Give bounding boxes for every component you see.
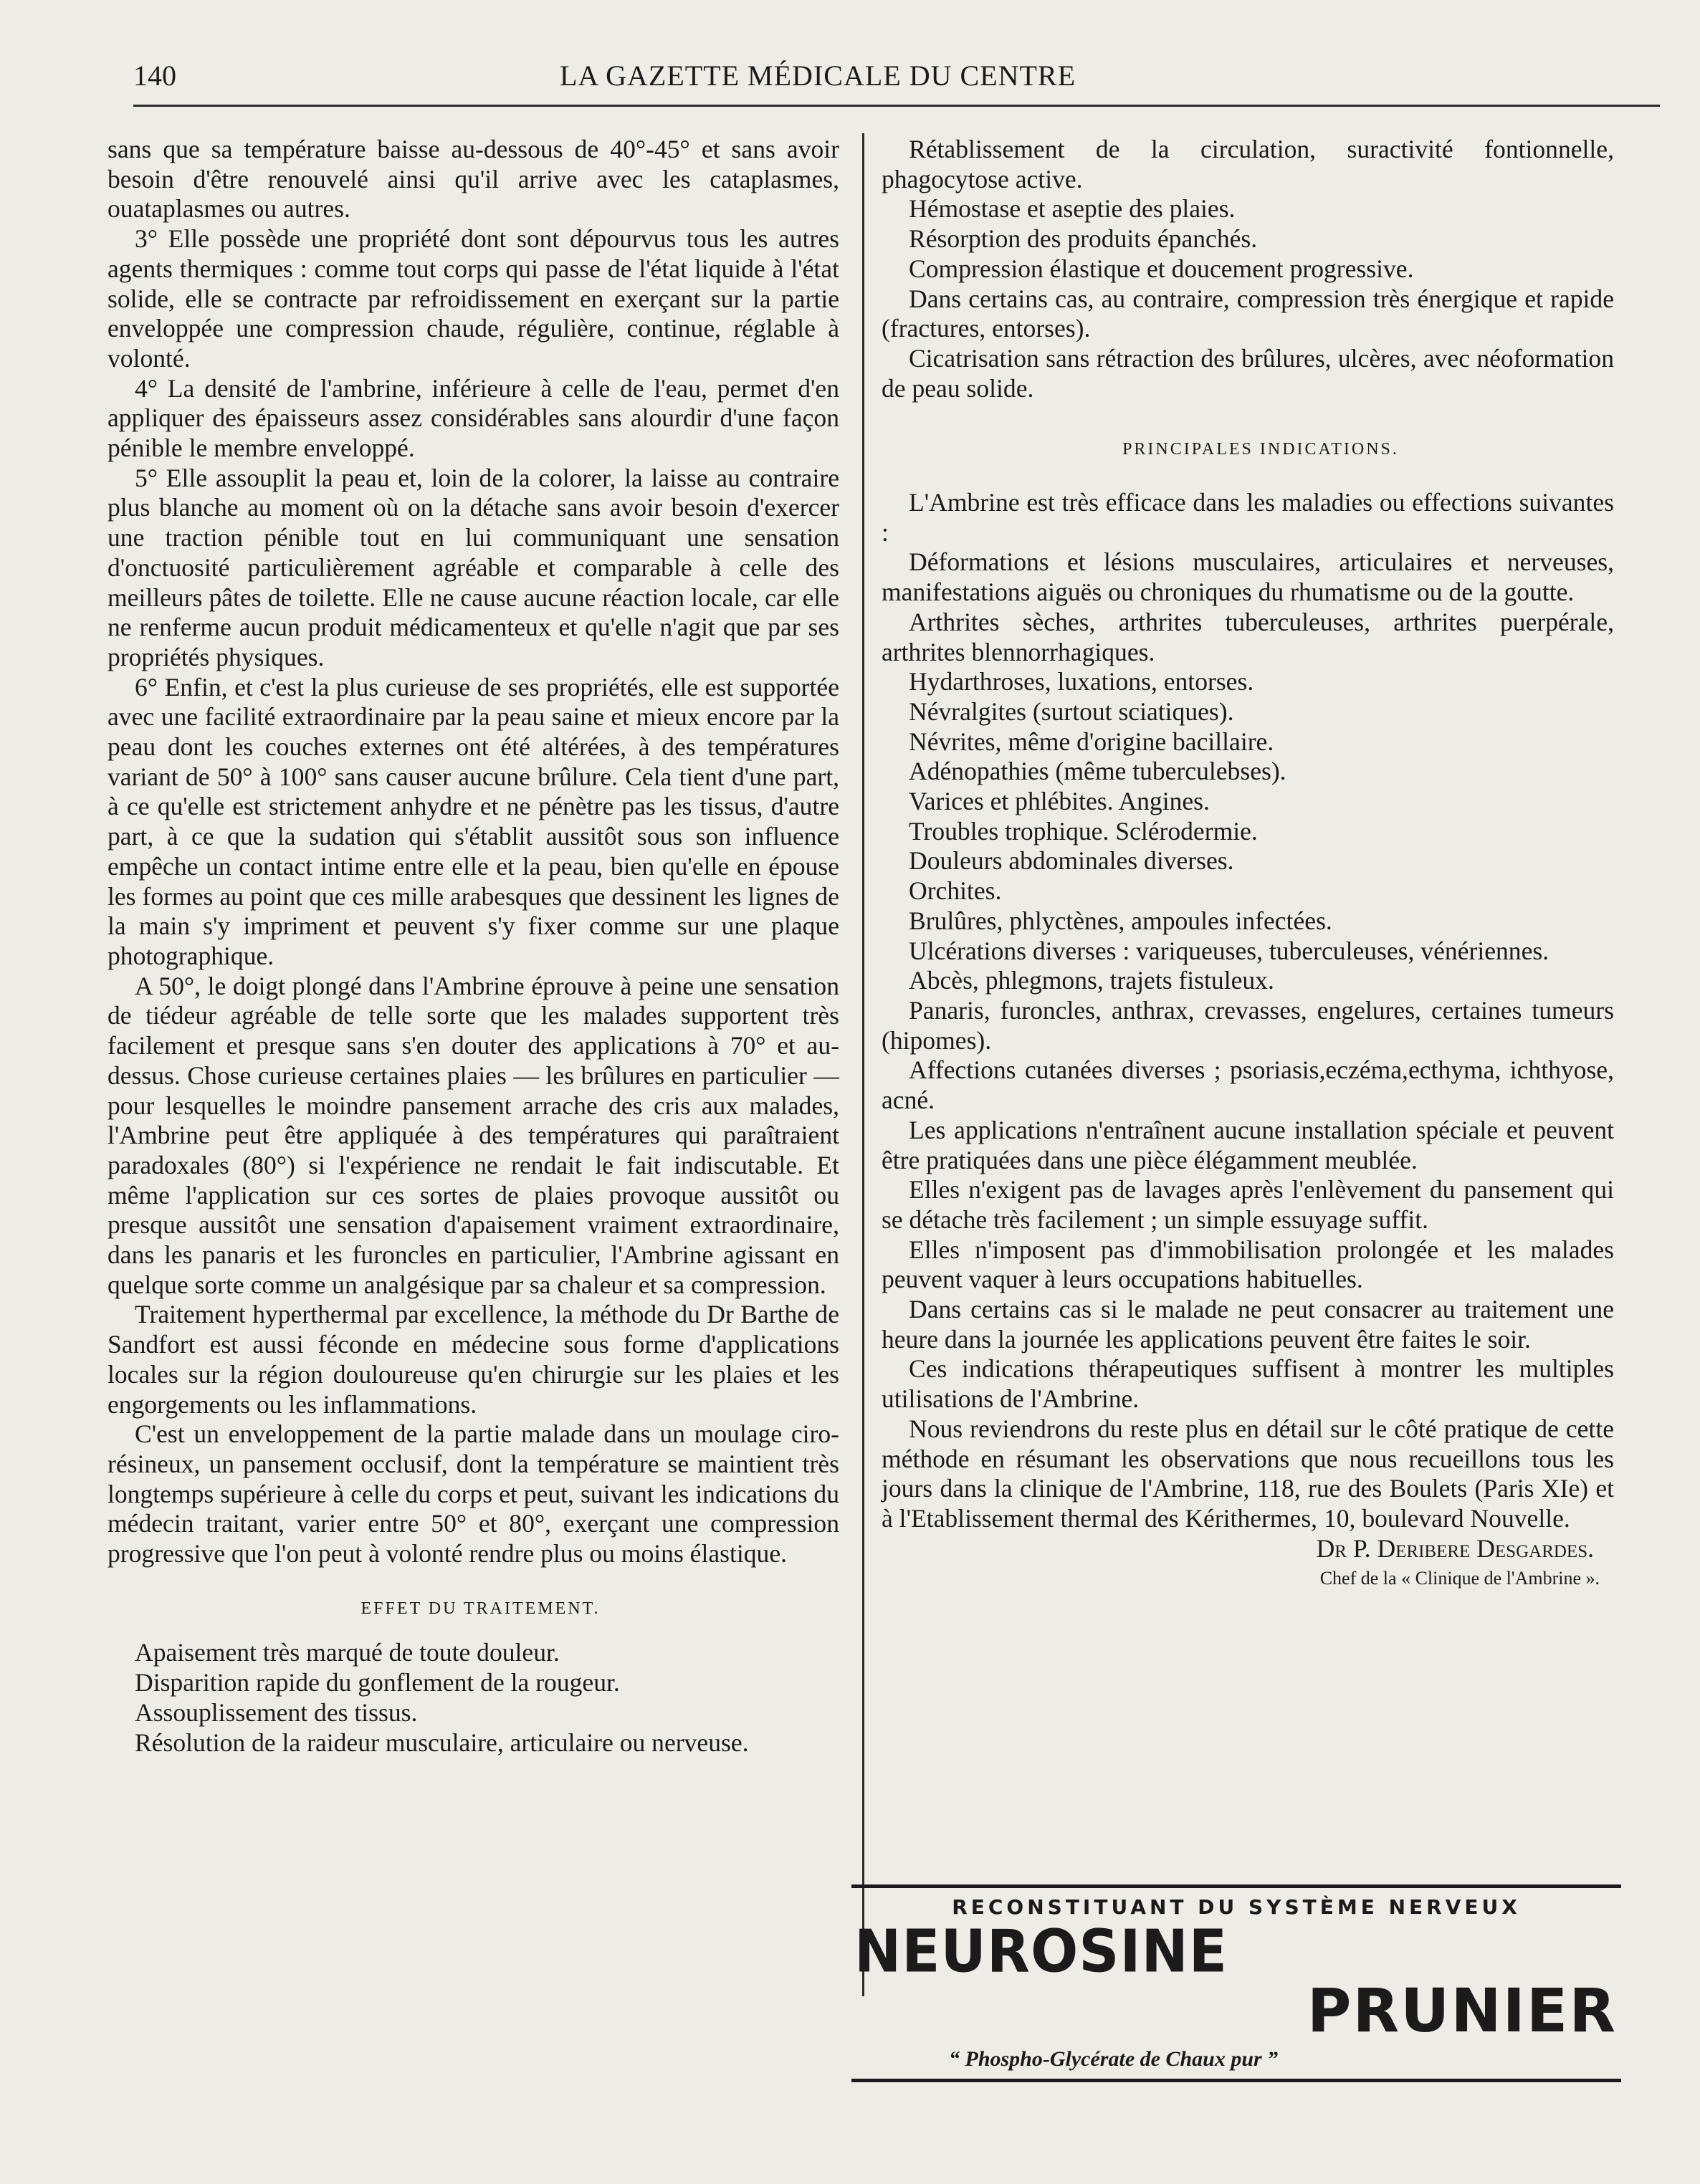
page-header	[133, 56, 1667, 99]
list-item: Disparition rapide du gonflement de la rougeur.	[135, 1668, 620, 1697]
paragraph: Elles n'imposent pas d'immobilisation prolongée et les malades peuvent vaquer à leurs occupations habituelles.	[882, 1235, 1614, 1294]
list-item: Déformations et lésions musculaires, articulaires et nerveuses, manifestations aiguës ou chroniques du rhumatisme ou de la goutte.	[882, 547, 1614, 607]
list-item: Adénopathies (même tuberculebses).	[909, 757, 1286, 786]
paragraph: Ces indications thérapeutiques suffisent à montrer les multiples utilisations de l'Ambrine.	[882, 1354, 1614, 1414]
author-role: Chef de la « Clinique de l'Ambrine ».	[1319, 1568, 1600, 1589]
journal-title: LA GAZETTE MÉDICALE DU CENTRE	[560, 59, 1076, 92]
list-item: Résorption des produits épanchés.	[909, 224, 1258, 254]
list-item: Affections cutanées diverses ; psoriasis,eczéma,ecthyma, ichthyose, acné.	[882, 1055, 1614, 1115]
paragraph: Nous reviendrons du reste plus en détail sur le côté pratique de cette méthode en résumant les observations que nous recueillons tous les jours dans la clinique de l'Ambrine, 118, rue des Boulets (Paris XIe) et à l'Etablissement thermal des Kérithermes, 10, boulevard Nouvelle.	[882, 1414, 1614, 1533]
list-item: Brulûres, phlyctènes, ampoules infectées.	[909, 906, 1332, 935]
paragraph: Elles n'exigent pas de lavages après l'enlèvement du pansement qui se détache très facilement ; un simple essuyage suffit.	[882, 1175, 1614, 1234]
paragraph: A 50°, le doigt plongé dans l'Ambrine éprouve à peine une sensation de tiédeur agréable de telle sorte que les malades supportent très facilement et presque sans s'en douter des applications à 70° et au-dessus. Chose curieuse certaines plaies — les brûlures en particulier — pour lesquelles le moindre pansement arrache des cris aux malades, l'Ambrine peut être appliquée à des températures qui paraîtraient paradoxales (80°) si l'expérience ne rendait le fait indiscutable. Et même l'application sur ces sortes de plaies provoque aussitôt ou presque aussitôt une sensation d'apaisement vraiment extraordinaire, dans les panaris et les furoncles en particulier, l'Ambrine agissant en quelque sorte comme un analgésique par sa chaleur et sa compression.	[108, 971, 839, 1299]
list-item: Varices et phlébites. Angines.	[909, 787, 1210, 816]
paragraph: L'Ambrine est très efficace dans les maladies ou effections suivantes :	[882, 488, 1614, 547]
author-signature: Dr P. Deribere Desgardes.	[1316, 1533, 1594, 1563]
ad-subtitle: “ Phospho-Glycérate de Chaux pur ”	[949, 2047, 1279, 2071]
list-item: Panaris, furoncles, anthrax, crevasses, engelures, certaines tumeurs (hipomes).	[882, 995, 1614, 1055]
paragraph: Traitement hyperthermal par excellence, la méthode du Dr Barthe de Sandfort est aussi féconde en médecine sous forme d'applications locales sur la région douloureuse qu'en chirurgie sur les plaies et les engorgements ou les inflammations.	[108, 1300, 839, 1419]
list-item: Compression élastique et doucement progressive.	[909, 254, 1414, 283]
paragraph: sans que sa température baisse au-dessous de 40°-45° et sans avoir besoin d'être renouvelé ainsi qu'il arrive avec les cataplasmes, ouataplasmes ou autres.	[108, 135, 839, 224]
list-item: Rétablissement de la circulation, suractivité fontionnelle, phagocytose active.	[882, 135, 1614, 193]
section-heading-indications: PRINCIPALES INDICATIONS.	[1122, 440, 1399, 459]
paragraph: C'est un enveloppement de la partie malade dans un moulage ciro-résineux, un pansement occlusif, dont la température se maintient très longtemps supérieure à celle du corps et peut, suivant les indications du médecin traitant, varier entre 50° et 80°, exerçant une compression progressive que l'on peut à volonté rendre plus ou moins élastique.	[108, 1419, 839, 1568]
list-item: Orchites.	[909, 876, 1002, 906]
list-item: Assouplissement des tissus.	[135, 1697, 418, 1727]
paragraph: Les applications n'entraînent aucune installation spéciale et peuvent être pratiquées dans une pièce élégamment meublée.	[882, 1115, 1614, 1174]
ad-brand-name: PRUNIER	[1307, 1975, 1617, 2046]
ad-product-name: NEUROSINE	[854, 1917, 1228, 1986]
page-number: 140	[133, 59, 176, 92]
list-item: Abcès, phlegmons, trajets fistuleux.	[909, 966, 1274, 995]
list-item: Dans certains cas, au contraire, compression très énergique et rapide (fractures, entorses).	[882, 284, 1614, 343]
column-divider	[862, 133, 864, 1996]
header-rule	[133, 105, 1660, 107]
right-column	[882, 135, 1614, 1594]
list-item: Troubles trophique. Sclérodermie.	[909, 816, 1258, 846]
paragraph: 5° Elle assouplit la peau et, loin de la colorer, la laisse au contraire plus blanche au moment où on la détache sans avoir besoin d'exercer une traction pénible tout en lui communiquant une sensation d'onctuosité particulièrement agréable et comparable à celle des meilleurs pâtes de toilette. Elle ne cause aucune réaction locale, car elle ne renferme aucun produit médicamenteux et qu'elle n'agit que par ses propriétés physiques.	[108, 463, 839, 671]
list-item: Hémostase et aseptie des plaies.	[909, 194, 1236, 224]
list-item: Névrites, même d'origine bacillaire.	[909, 727, 1274, 756]
left-column	[108, 135, 839, 1758]
list-item: Résolution de la raideur musculaire, articulaire ou nerveuse.	[135, 1728, 749, 1757]
list-item: Hydarthroses, luxations, entorses.	[909, 667, 1254, 696]
paragraph: 3° Elle possède une propriété dont sont dépourvus tous les autres agents thermiques : comme tout corps qui passe de l'état liquide à l'état solide, elle se contracte par refroidissement en exerçant sur la partie enveloppée une compression chaude, régulière, continue, réglable à volonté.	[108, 224, 839, 373]
advertisement	[851, 1884, 1621, 2082]
list-item: Douleurs abdominales diverses.	[909, 846, 1234, 876]
paragraph: 4° La densité de l'ambrine, inférieure à celle de l'eau, permet d'en appliquer des épaisseurs assez considérables sans alourdir d'une façon pénible le membre enveloppé.	[108, 373, 839, 463]
ad-tagline: RECONSTITUANT DU SYSTÈME NERVEUX	[952, 1895, 1521, 1919]
paragraph: Dans certains cas si le malade ne peut consacrer au traitement une heure dans la journée les applications peuvent être faites le soir.	[882, 1295, 1614, 1354]
list-item: Cicatrisation sans rétraction des brûlures, ulcères, avec néoformation de peau solide.	[882, 343, 1614, 403]
list-item: Névralgites (surtout sciatiques).	[909, 696, 1234, 726]
section-heading-effet: EFFET DU TRAITEMENT.	[360, 1599, 601, 1618]
list-item: Apaisement très marqué de toute douleur.	[135, 1638, 560, 1667]
list-item: Ulcérations diverses : variqueuses, tuberculeuses, vénériennes.	[909, 936, 1549, 965]
list-item: Arthrites sèches, arthrites tuberculeuses, arthrites puerpérale, arthrites blennorrhagiques.	[882, 607, 1614, 666]
paragraph: 6° Enfin, et c'est la plus curieuse de ses propriétés, elle est supportée avec une facilité extraordinaire par la peau saine et mieux encore par la peau dont les couches externes ont été altérées, à des températures variant de 50° à 100° sans causer aucune brûlure. Cela tient d'une part, à ce qu'elle est strictement anhydre et ne pénètre pas les tissus, d'autre part, à ce que la sudation qui s'établit aussitôt sous son influence empêche un contact intime entre elle et la peau, bien qu'elle en épouse les formes au point que ces mille arabesques que dessinent les lignes de la main s'y impriment et peuvent s'y fixer comme sur une plaque photographique.	[108, 672, 839, 970]
